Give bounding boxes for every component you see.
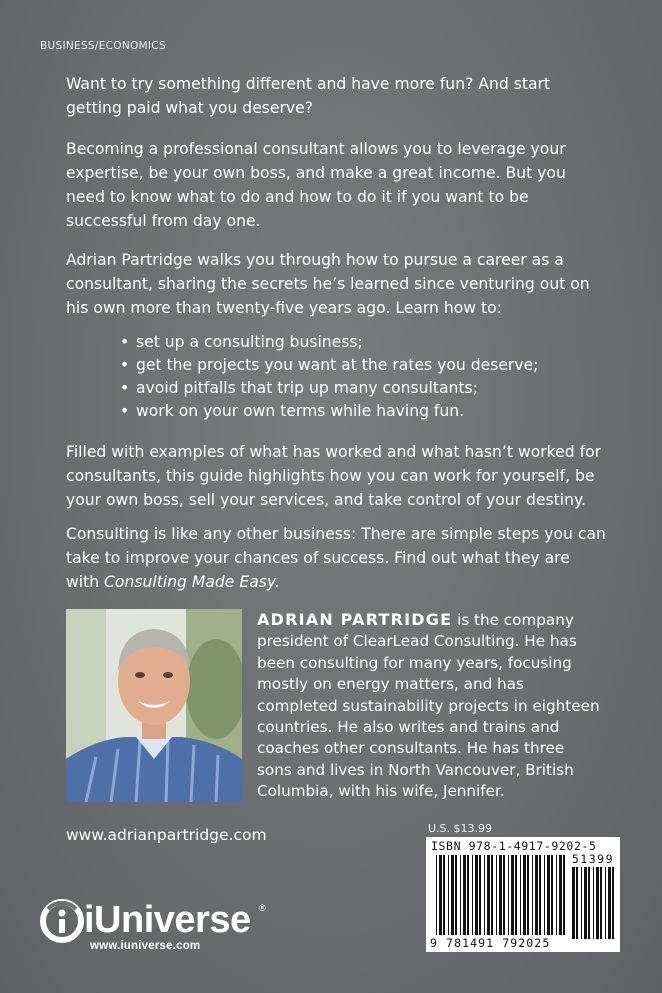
author-website-link[interactable]: www.adrianpartridge.com — [66, 826, 267, 844]
barcode-bar — [508, 855, 509, 935]
author-name: ADRIAN PARTRIDGE — [257, 610, 453, 629]
list-item: • avoid pitfalls that trip up many consultants; — [118, 377, 598, 400]
paragraph-body: Consulting is like any other business: There are simple steps you can take to improve your chances of success. Find out what they are with — [66, 525, 606, 591]
barcode-bar — [551, 855, 553, 935]
barcode-bar — [443, 855, 445, 935]
barcode-bar — [588, 867, 590, 939]
barcode-bar — [484, 855, 485, 935]
blurb-paragraph-5 — [66, 522, 606, 594]
learn-how-list — [118, 331, 598, 423]
barcode-bar — [515, 855, 517, 935]
author-photo — [66, 609, 242, 802]
barcode-bar — [593, 867, 594, 939]
barcode-bar — [539, 855, 541, 935]
barcode-bar — [496, 855, 497, 935]
publisher-logo — [40, 897, 270, 957]
price-label: U.S. $13.99 — [428, 822, 493, 835]
barcode-bar — [436, 855, 437, 935]
barcode-bar — [491, 855, 493, 935]
barcode-bar — [455, 855, 457, 935]
barcode-bar — [605, 867, 606, 939]
isbn-barcode — [426, 837, 620, 952]
barcode-bar — [563, 855, 565, 935]
barcode-bar — [520, 855, 521, 935]
blurb-paragraph-1 — [66, 72, 606, 120]
publisher-url: www.iuniverse.com — [90, 940, 201, 952]
registered-mark: ® — [259, 903, 266, 913]
paragraph-text: Filled with examples of what has worked and what hasn’t worked for consultants, this guide highlights how you can work for yourself, be your own boss, sell your services, and take control of your destiny. — [66, 443, 602, 509]
barcode-bar — [556, 855, 557, 935]
list-item: • set up a consulting business; — [118, 331, 598, 354]
barcode-bar — [439, 855, 442, 935]
paragraph-text: Adrian Partridge walks you through how to pursue a career as a consultant, sharing the secrets he’s learned since venturing out on his own more than twenty-five years ago. Learn how to: — [66, 251, 590, 317]
barcode-bar — [581, 867, 582, 939]
publisher-name: iUniverse — [84, 899, 251, 941]
category-label: BUSINESS/ECONOMICS — [40, 40, 166, 52]
barcode-bar — [503, 855, 505, 935]
barcode-bar — [559, 855, 562, 935]
barcode-bar — [511, 855, 514, 935]
barcode-bar — [576, 867, 578, 939]
barcode-bar — [532, 855, 533, 935]
blurb-paragraph-4 — [66, 440, 606, 512]
barcode-bar — [572, 867, 575, 939]
barcode-bar — [499, 855, 502, 935]
barcode-bar — [612, 867, 614, 939]
price-addon-number: 51399 — [571, 852, 614, 866]
ean-number: 9 781491 792025 — [430, 936, 551, 950]
barcode-bar — [547, 855, 550, 935]
barcode-bar — [608, 867, 611, 939]
author-bio — [257, 609, 602, 803]
barcode-bar — [544, 855, 545, 935]
barcode-bar — [467, 855, 469, 935]
barcode-bar — [600, 867, 602, 939]
barcode-bar — [472, 855, 473, 935]
blurb-paragraph-2 — [66, 137, 606, 233]
list-item: • work on your own terms while having fun. — [118, 400, 598, 423]
blurb-paragraph-3 — [66, 248, 606, 320]
list-item: • get the projects you want at the rates you deserve; — [118, 354, 598, 377]
barcode-bar — [596, 867, 599, 939]
barcode-bar — [463, 855, 466, 935]
iuniverse-mark-icon — [40, 899, 84, 943]
paragraph-text: Becoming a professional consultant allows you to leverage your expertise, be your own boss, and make a great income. But you need to know what to do and how to do it if you want to be successful from day one. — [66, 140, 566, 230]
paragraph-text — [66, 522, 606, 594]
barcode-bar — [451, 855, 454, 935]
barcode-bar — [487, 855, 490, 935]
isbn-number: ISBN 978-1-4917-9202-5 — [431, 839, 597, 853]
barcode-bar — [479, 855, 481, 935]
book-title: Consulting Made Easy. — [104, 573, 280, 591]
barcode-bar — [527, 855, 529, 935]
barcode-bar — [448, 855, 449, 935]
barcode-bar — [535, 855, 538, 935]
barcode-bar — [584, 867, 587, 939]
barcode-bar — [460, 855, 461, 935]
paragraph-text: Want to try something different and have more fun? And start getting paid what you deserve? — [66, 75, 551, 117]
bio-text: is the company president of ClearLead Consulting. He has been consulting for many years, focusing mostly on energy matters, and has completed sustainability projects in eighteen countries. He also writes and trains and coaches other consultants. He has three sons and lives in North Vancouver, British Columbia, with his wife, Jennifer. — [257, 611, 600, 801]
barcode-bar — [523, 855, 526, 935]
barcode-bar — [475, 855, 478, 935]
